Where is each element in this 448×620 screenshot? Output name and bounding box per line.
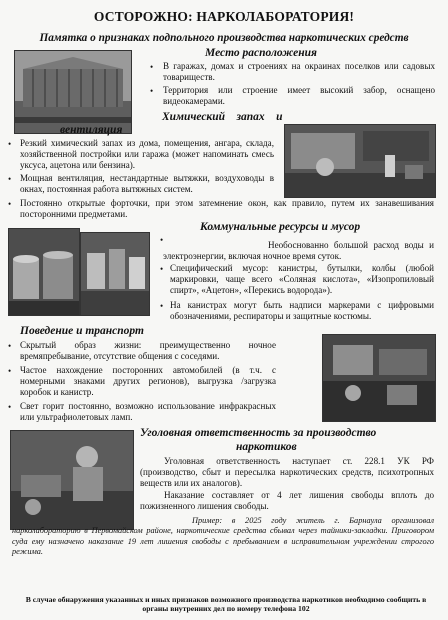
bullet-icon: •: [8, 174, 12, 184]
utilities-item-1: Необоснованно большой расход воды и электроэнергии, включая ночное время суток.: [163, 240, 434, 262]
heading-chem-line2: вентиляция: [60, 124, 123, 136]
footer-notice: В случае обнаружения указанных и иных признаков возможного производства наркотиков необходимо сообщить в органы внутренних дел по номеру телефона 102: [25, 595, 427, 614]
bullet-icon: •: [160, 264, 164, 274]
utilities-item-3: На канистрах могут быть надписи маркерами с цифровыми обозначениями, респираторы и защитные костюмы.: [170, 300, 434, 322]
photo-greenhouse-building: [14, 50, 132, 134]
heading-chem-line1: Химический запах и: [162, 111, 283, 123]
bullet-icon: •: [8, 366, 12, 376]
photo-garage-lab: [322, 334, 436, 422]
location-item-2: Территория или строение имеет высокий забор, оснащено видеокамерами.: [163, 85, 435, 107]
liability-example: Пример: в 2025 году житель г. Барнаула организовал нарколабораторию в Первомайском районе, наркотические средства сбывал через тайники-закладки. Приговором суда ему назначено наказание 19 лет лишения свободы с пребыванием в исправительном учреждении строгого режима.: [12, 516, 434, 557]
chem-item-1: Резкий химический запах из дома, помещения, ангара, склада, хозяйственной постройки или гаража (может напоминать смесь уксуса, ацетона или бензина).: [20, 138, 274, 171]
chem-item-3: Постоянно открытые форточки, при этом затемнение окон, как правило, путем их занавешивания посторонними предметами.: [20, 198, 434, 220]
photo-lab-equipment: [284, 124, 436, 198]
utilities-item-2: Специфический мусор: канистры, бутылки, колбы (любой маркировки, чаще всего «Соляная кислота», «Изопропиловый спирт», «Ацетон», «Перекись водорода»).: [170, 263, 434, 296]
bullet-icon: •: [150, 86, 154, 96]
bullet-icon: •: [8, 341, 12, 351]
bullet-icon: •: [160, 301, 164, 311]
heading-liability-line1: Уголовная ответственность за производство: [140, 427, 377, 439]
photo-barrels-storage: [8, 228, 80, 316]
page-title: ОСТОРОЖНО: НАРКОЛАБОРАТОРИЯ!: [93, 9, 355, 24]
heading-behavior: Поведение и транспорт: [20, 325, 144, 337]
liability-paragraph-2: Наказание составляет от 4 лет лишения свободы вплоть до пожизненного лишения свободы.: [140, 490, 434, 512]
liability-paragraph-1: Уголовная ответственность наступает ст. 228.1 УК РФ (производство, сбыт и пересылка наркотических средств, психотропных веществ или их аналогов).: [140, 456, 434, 489]
bullet-icon: •: [8, 139, 12, 149]
location-item-1: В гаражах, домах и строениях на окраинах поселков или садовых товариществ.: [163, 61, 435, 83]
photo-chemical-containers: [80, 232, 150, 316]
heading-utilities: Коммунальные ресурсы и мусор: [200, 221, 361, 233]
behavior-item-1: Скрытый образ жизни: преимущественно ночное времяпребывание, отсутствие общения с соседями.: [20, 340, 276, 362]
bullet-icon: •: [160, 235, 164, 245]
bullet-icon: •: [8, 402, 12, 412]
photo-person-lab: [10, 430, 134, 530]
behavior-item-2: Частое нахождение посторонних автомобилей (в т.ч. с номерными знаками других регионов), выгрузка /загрузка коробок и канистр.: [20, 365, 276, 398]
behavior-item-3: Свет горит постоянно, возможно использование инфракрасных или ультрафиолетовых ламп.: [20, 401, 276, 423]
bullet-icon: •: [150, 62, 154, 72]
bullet-icon: •: [8, 199, 12, 209]
heading-liability-line2: наркотиков: [236, 441, 297, 453]
chem-item-2: Мощная вентиляция, нестандартные вытяжки, воздуховоды в окнах, постоянная работа вытяжных систем.: [20, 173, 274, 195]
page-subtitle: Памятка о признаках подпольного производства наркотических средств: [39, 32, 409, 44]
heading-location: Место расположения: [205, 47, 317, 59]
